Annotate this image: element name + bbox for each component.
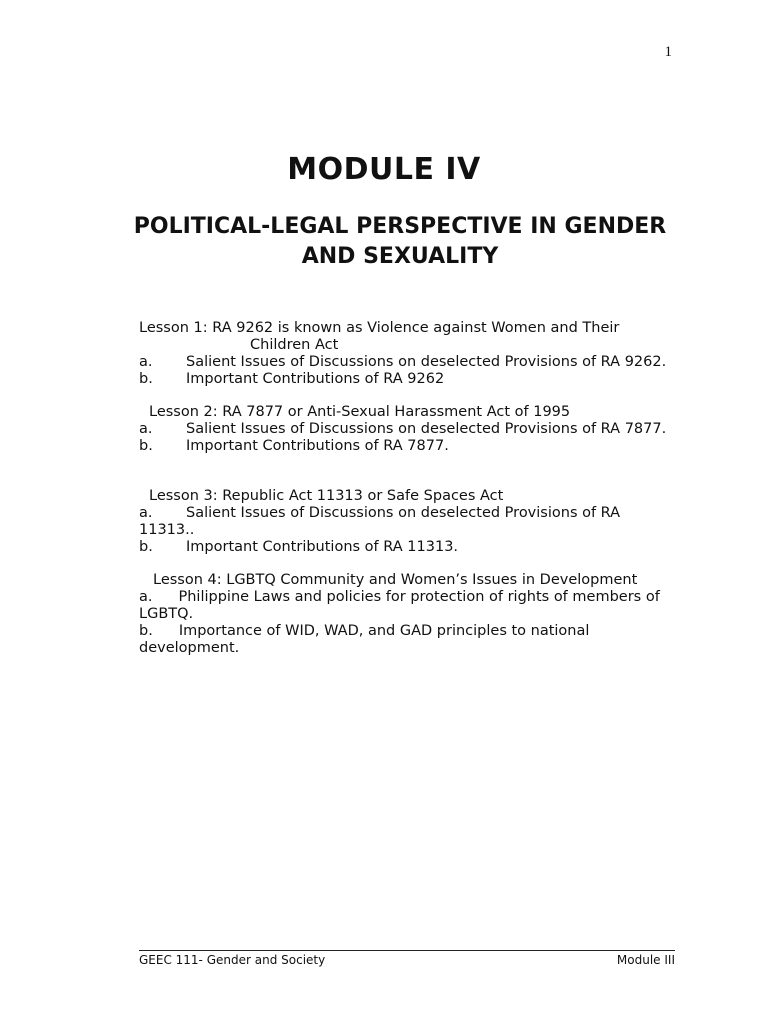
item-marker: b. bbox=[139, 438, 153, 454]
item-marker: b. bbox=[139, 623, 153, 639]
lesson-4-title: Lesson 4: LGBTQ Community and Women’s Issues in Development bbox=[153, 572, 638, 588]
item-marker: a. bbox=[139, 589, 153, 605]
lesson-4-item-a bbox=[139, 589, 669, 623]
lesson-2 bbox=[139, 404, 669, 455]
module-subtitle bbox=[120, 212, 680, 272]
lesson-3-item-a bbox=[139, 505, 669, 539]
item-marker: a. bbox=[139, 505, 153, 521]
item-text: Salient Issues of Discussions on deselected Provisions of RA 7877. bbox=[186, 421, 667, 437]
lesson-4-item-b bbox=[139, 623, 669, 657]
lesson-1 bbox=[139, 320, 669, 388]
subtitle-line-2: AND SEXUALITY bbox=[301, 244, 499, 269]
item-text: Salient Issues of Discussions on deselected Provisions of RA 11313.. bbox=[139, 505, 621, 538]
item-text: Important Contributions of RA 9262 bbox=[186, 371, 445, 387]
item-marker: b. bbox=[139, 539, 153, 555]
footer-module: Module III bbox=[616, 953, 675, 967]
item-text: Important Contributions of RA 7877. bbox=[186, 438, 449, 454]
subtitle-line-1: POLITICAL-LEGAL PERSPECTIVE IN GENDER bbox=[133, 214, 667, 239]
lesson-1-title: Lesson 1: RA 9262 is known as Violence against Women and Their bbox=[139, 320, 620, 336]
page-footer bbox=[139, 950, 675, 967]
lesson-1-item-a bbox=[139, 354, 669, 371]
lesson-3-item-b bbox=[139, 539, 669, 556]
lesson-1-item-b bbox=[139, 371, 669, 388]
item-text: Important Contributions of RA 11313. bbox=[186, 539, 459, 555]
item-text: Importance of WID, WAD, and GAD principles to national development. bbox=[139, 623, 590, 656]
page-number: 1 bbox=[664, 44, 672, 60]
item-marker: a. bbox=[139, 354, 153, 370]
lesson-list bbox=[139, 320, 669, 657]
module-title: MODULE IV bbox=[287, 152, 481, 187]
item-marker: a. bbox=[139, 421, 153, 437]
item-text: Salient Issues of Discussions on deselected Provisions of RA 9262. bbox=[186, 354, 667, 370]
lesson-2-item-b bbox=[139, 438, 669, 455]
lesson-3 bbox=[139, 488, 669, 556]
lesson-2-title: Lesson 2: RA 7877 or Anti-Sexual Harassment Act of 1995 bbox=[149, 404, 571, 420]
lesson-4 bbox=[139, 572, 669, 657]
item-marker: b. bbox=[139, 371, 153, 387]
lesson-3-title: Lesson 3: Republic Act 11313 or Safe Spaces Act bbox=[149, 488, 504, 504]
footer-course: GEEC 111- Gender and Society bbox=[139, 953, 326, 967]
lesson-1-title-continued: Children Act bbox=[250, 337, 339, 353]
lesson-2-item-a bbox=[139, 421, 669, 438]
item-text: Philippine Laws and policies for protection of rights of members of LGBTQ. bbox=[139, 589, 660, 622]
